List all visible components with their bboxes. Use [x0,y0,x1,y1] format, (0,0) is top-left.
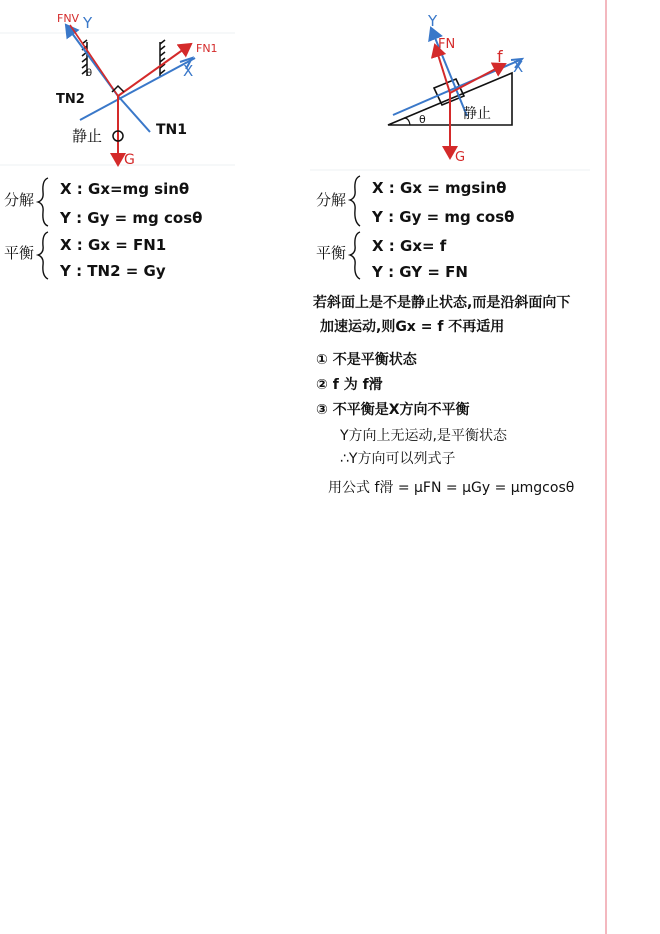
decompose-y-eq: Y : Gy = mg cosθ [60,209,203,227]
static-label: 静止 [463,106,491,122]
x-axis-label: X [513,58,524,76]
note-line-2: 加速运动,则Gx = f 不再适用 [320,319,505,335]
x-axis-line [393,60,520,115]
theta-label: θ [86,68,93,79]
decompose-brace [350,176,360,226]
decompose-y-eq: Y : Gy = mg cosθ [372,208,515,226]
balance-x-eq: X : Gx= f [372,237,447,255]
decompose-x-eq: X : Gx=mg sinθ [60,180,190,198]
f-label: f [497,47,503,66]
static-label: 静止 [72,127,103,145]
note-line-1: 若斜面上是不是静止状态,而是沿斜面向下 [313,295,571,311]
decompose-label: 分解 [316,191,347,209]
right-wall-hatch [160,40,165,76]
y-axis-label: Y [428,12,438,30]
balance-brace [350,232,360,279]
note-sub-2: ∴Y方向可以列式子 [340,451,456,467]
balance-x-eq: X : Gx = FN1 [60,236,167,254]
right-incline-diagram [388,12,523,165]
theta-label: θ [419,113,426,126]
note-sub-1: Y方向上无运动,是平衡状态 [340,428,508,444]
balance-brace [38,232,48,279]
left-equations [4,178,202,280]
g-label: G [455,150,466,165]
fn-top-label: FNV [57,12,80,25]
note-item-3: ③ 不平衡是X方向不平衡 [316,402,470,418]
g-label: G [124,152,135,168]
notes-block [313,294,574,496]
left-force-diagram [56,12,218,168]
friction-arrow [450,64,505,93]
incline-angle-arc [404,118,410,125]
balance-label: 平衡 [4,244,35,262]
tn2-label: TN2 [56,92,85,107]
decompose-brace [38,178,48,226]
fn-top-arrow [70,25,118,96]
right-equations [316,176,514,281]
balance-label: 平衡 [316,244,347,262]
fn1-arrow [118,44,194,96]
fn-label: FN [438,37,456,52]
fn1-label: FN1 [196,42,218,55]
balance-y-eq: Y : TN2 = Gy [60,262,166,280]
tn1-line [118,96,150,132]
note-formula: 用公式 f滑 = μFN = μGy = μmgcosθ [328,480,575,496]
decompose-label: 分解 [4,191,35,209]
note-item-1: ① 不是平衡状态 [316,352,417,368]
tn1-label: TN1 [156,122,188,138]
decompose-x-eq: X : Gx = mgsinθ [372,179,507,197]
balance-y-eq: Y : GY = FN [372,263,468,281]
x-axis-label: X [183,62,194,80]
y-axis-label: Y [83,14,93,32]
note-item-2: ② f 为 f滑 [316,377,383,393]
